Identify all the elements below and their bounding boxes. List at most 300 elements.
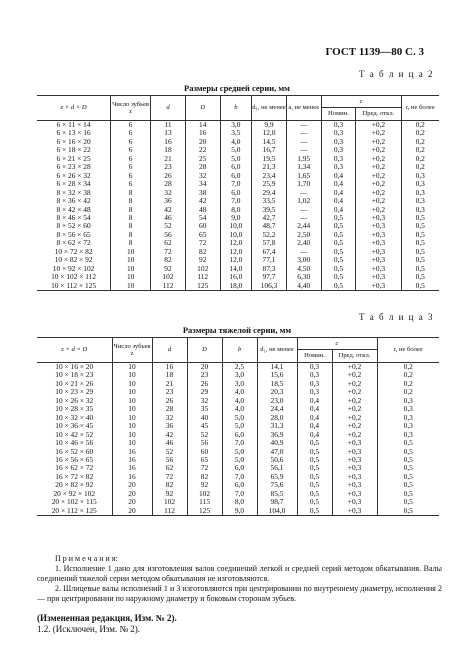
table-cell: 6 × 18 × 22 xyxy=(37,146,111,154)
table-cell: 0,3 xyxy=(377,414,439,422)
table-cell: 0,5 xyxy=(297,473,332,481)
table-cell: 56 xyxy=(187,439,222,447)
table-cell: 0,4 xyxy=(297,422,332,430)
table-cell: 82 xyxy=(152,481,187,489)
table-cell: +0,3 xyxy=(356,239,401,247)
table-cell: 0,3 xyxy=(401,197,439,205)
table-cell: 23,4 xyxy=(252,172,287,180)
table-cell: 0,5 xyxy=(321,282,356,291)
table-cell: 0,5 xyxy=(377,439,439,447)
table-cell: 6 xyxy=(111,121,151,130)
table-cell: 23,0 xyxy=(257,397,297,405)
table-cell: 0,3 xyxy=(401,180,439,188)
edits-block xyxy=(37,613,177,635)
table-cell: 0,4 xyxy=(297,414,332,422)
table-cell: 29 xyxy=(187,388,222,396)
table-cell: 125 xyxy=(185,282,220,291)
table-cell: 14,5 xyxy=(252,138,287,146)
table-cell: 3,0 xyxy=(220,121,252,130)
table-cell: 0,5 xyxy=(297,507,332,516)
col-header-r: r, не более xyxy=(377,338,439,363)
table-cell: 36 xyxy=(152,422,187,430)
table-cell: 8 xyxy=(111,214,151,222)
table-cell: 0,4 xyxy=(297,431,332,439)
table-cell: 0,5 xyxy=(297,448,332,456)
table-cell: 6,0 xyxy=(220,172,252,180)
table-cell: 72 xyxy=(187,464,222,472)
table-cell: 10 × 26 × 32 xyxy=(37,397,112,405)
table-cell: 2,44 xyxy=(286,222,321,230)
table-cell: 42 xyxy=(185,197,220,205)
table-cell: 92 xyxy=(187,481,222,489)
table-cell: 10 × 102 × 112 xyxy=(37,273,111,281)
table-cell: 25 xyxy=(185,155,220,163)
table-cell: +0,3 xyxy=(332,481,377,489)
table-cell: 0,3 xyxy=(321,146,356,154)
table-cell: 0,4 xyxy=(321,197,356,205)
table-cell: 10 xyxy=(112,439,152,447)
table-cell: 0,5 xyxy=(321,239,356,247)
table-cell: 9,0 xyxy=(222,507,257,516)
table-cell: 0,2 xyxy=(401,129,439,137)
table-cell: 102 xyxy=(152,498,187,506)
table-cell: 65 xyxy=(187,456,222,464)
table-cell: 6,0 xyxy=(222,464,257,472)
table-cell: 3,0 xyxy=(222,371,257,379)
table-cell: 102 xyxy=(187,490,222,498)
table-cell: 6,0 xyxy=(222,431,257,439)
table-cell: 48 xyxy=(185,206,220,214)
table-cell: 0,5 xyxy=(401,239,439,247)
table-cell: 0,3 xyxy=(401,189,439,197)
table-cell: 14,0 xyxy=(220,265,252,273)
table-cell: 6 × 16 × 20 xyxy=(37,138,111,146)
table-cell: — xyxy=(286,189,321,197)
table-cell: 3,5 xyxy=(220,129,252,137)
table-cell: 82 xyxy=(187,473,222,481)
table-cell: 32 xyxy=(185,172,220,180)
table-cell: +0,3 xyxy=(356,214,401,222)
table-cell: 0,2 xyxy=(401,121,439,130)
table-cell: 0,4 xyxy=(321,172,356,180)
table-cell: 57,8 xyxy=(252,239,287,247)
table-cell: 0,2 xyxy=(401,138,439,146)
table-cell: 10,0 xyxy=(220,222,252,230)
table-cell: 0,5 xyxy=(321,231,356,239)
table-cell: 13 xyxy=(151,129,186,137)
table-cell: 56,1 xyxy=(257,464,297,472)
table-cell: 6,0 xyxy=(220,189,252,197)
table-cell: 16 × 62 × 72 xyxy=(37,464,112,472)
table-cell: 10 × 46 × 56 xyxy=(37,439,112,447)
table-cell: 45 xyxy=(187,422,222,430)
table-cell: 0,5 xyxy=(377,481,439,489)
table-cell: 10 × 92 × 102 xyxy=(37,265,111,273)
table-cell: 21 xyxy=(151,155,186,163)
table-cell: 8 × 46 × 54 xyxy=(37,214,111,222)
table-cell: 104,0 xyxy=(257,507,297,516)
table-cell: 10 xyxy=(112,414,152,422)
table-cell: 22 xyxy=(185,146,220,154)
table-cell: 0,3 xyxy=(297,363,332,372)
table-cell: 10 xyxy=(111,282,151,291)
table-cell: 6 × 23 × 28 xyxy=(37,163,111,171)
table-cell: +0,3 xyxy=(356,256,401,264)
table-cell: 10 × 16 × 20 xyxy=(37,363,112,372)
table-cell: 46 xyxy=(151,214,186,222)
table-cell: 0,2 xyxy=(377,388,439,396)
table-row xyxy=(37,507,439,516)
table-cell: 8,0 xyxy=(222,498,257,506)
table-cell: 9,0 xyxy=(220,214,252,222)
table-cell: 0,3 xyxy=(297,388,332,396)
table-cell: +0,2 xyxy=(356,155,401,163)
table-cell: 92 xyxy=(151,265,186,273)
table-cell: 6 xyxy=(111,138,151,146)
table-cell: 75,6 xyxy=(257,481,297,489)
table-cell: 4,50 xyxy=(286,265,321,273)
table-cell: 16 × 56 × 65 xyxy=(37,456,112,464)
table-cell: 72 xyxy=(185,239,220,247)
table-cell: +0,2 xyxy=(356,121,401,130)
table-cell: 52,2 xyxy=(252,231,287,239)
table-cell: 5,0 xyxy=(220,146,252,154)
table-cell: +0,2 xyxy=(356,197,401,205)
table-cell: 10 xyxy=(112,388,152,396)
table-cell: 0,3 xyxy=(377,405,439,413)
table-cell: 10 xyxy=(112,431,152,439)
table-cell: 9,9 xyxy=(252,121,287,130)
table-cell: 42 xyxy=(151,206,186,214)
table-cell: 6 xyxy=(111,163,151,171)
table-cell: +0,2 xyxy=(356,189,401,197)
table-cell: 112 xyxy=(152,507,187,516)
table-cell: +0,3 xyxy=(332,464,377,472)
table-cell: +0,3 xyxy=(332,448,377,456)
col-header-designation: z × d × D xyxy=(37,96,111,121)
table-cell: 32 xyxy=(187,397,222,405)
table-cell: 0,2 xyxy=(377,371,439,379)
col-header-b: b xyxy=(220,96,252,121)
table-cell: 16 xyxy=(185,129,220,137)
table-cell: 54 xyxy=(185,214,220,222)
table-cell: 5,0 xyxy=(222,448,257,456)
table-cell: +0,2 xyxy=(332,405,377,413)
table-cell: 115 xyxy=(187,498,222,506)
table-cell: 6 xyxy=(111,146,151,154)
table-cell: 24,4 xyxy=(257,405,297,413)
table-cell: 20 × 112 × 125 xyxy=(37,507,112,516)
col-header-a: a, не менее xyxy=(286,96,321,121)
table-cell: 40 xyxy=(187,414,222,422)
table-cell: 10 xyxy=(112,422,152,430)
table-cell: 0,5 xyxy=(297,464,332,472)
col-header-designation: z × d × D xyxy=(37,338,112,363)
table-cell: 65 xyxy=(185,231,220,239)
table-cell: 106,3 xyxy=(252,282,287,291)
table-cell: 0,4 xyxy=(321,189,356,197)
table-cell: 40,9 xyxy=(257,439,297,447)
table2 xyxy=(37,95,439,291)
table-cell: 0,3 xyxy=(321,163,356,171)
table-cell: 6 × 21 × 25 xyxy=(37,155,111,163)
table-cell: 8 xyxy=(111,206,151,214)
table-cell: 8 xyxy=(111,239,151,247)
table-cell: 16 xyxy=(152,363,187,372)
table-cell: 62 xyxy=(152,464,187,472)
table-cell: 32 xyxy=(151,189,186,197)
table-cell: 0,3 xyxy=(401,206,439,214)
table-cell: 28 xyxy=(185,163,220,171)
col-header-D: D xyxy=(185,96,220,121)
table-cell: 0,5 xyxy=(297,498,332,506)
table-cell: — xyxy=(286,121,321,130)
table-cell: 0,5 xyxy=(377,464,439,472)
table-cell: 16 × 72 × 82 xyxy=(37,473,112,481)
table-cell: 6 × 28 × 34 xyxy=(37,180,111,188)
table-cell: 23 xyxy=(152,388,187,396)
col-header-c-nom: Номин. xyxy=(321,108,356,121)
table-cell: 21 xyxy=(152,380,187,388)
table-cell: 8 xyxy=(111,231,151,239)
table-cell: +0,2 xyxy=(356,146,401,154)
table-cell: +0,2 xyxy=(356,206,401,214)
table-cell: 56 xyxy=(151,231,186,239)
table-cell: 5,0 xyxy=(222,422,257,430)
table-cell: 26 xyxy=(152,397,187,405)
table-cell: 52 xyxy=(152,448,187,456)
table-cell: 8 xyxy=(111,189,151,197)
table-cell: 33,5 xyxy=(252,197,287,205)
table-cell: 12,0 xyxy=(220,256,252,264)
table-cell: 5,0 xyxy=(222,456,257,464)
table-cell: 0,5 xyxy=(401,222,439,230)
table-cell: 28 xyxy=(151,180,186,188)
table-cell: 6 xyxy=(111,172,151,180)
table-cell: 18 xyxy=(151,146,186,154)
col-header-c-nom: Номин. xyxy=(297,350,332,363)
table-cell: 87,3 xyxy=(252,265,287,273)
table-cell: 32 xyxy=(152,414,187,422)
table-cell: 0,4 xyxy=(321,206,356,214)
table-cell: +0,2 xyxy=(356,129,401,137)
table-cell: — xyxy=(286,214,321,222)
table-cell: 5,0 xyxy=(222,414,257,422)
table-cell: +0,3 xyxy=(332,498,377,506)
table-cell: 6 xyxy=(111,155,151,163)
table-cell: 8 × 42 × 48 xyxy=(37,206,111,214)
table-cell: 0,2 xyxy=(377,380,439,388)
col-header-c-dev: Пред. откл. xyxy=(332,350,377,363)
table-cell: 16 × 52 × 60 xyxy=(37,448,112,456)
table-cell: 11 xyxy=(151,121,186,130)
table-cell: 10 × 72 × 82 xyxy=(37,248,111,256)
table-cell: 0,5 xyxy=(297,481,332,489)
table-cell: +0,3 xyxy=(332,490,377,498)
table-cell: 52 xyxy=(187,431,222,439)
table-cell: 8,0 xyxy=(220,206,252,214)
table-cell: 0,2 xyxy=(401,163,439,171)
table-cell: 0,5 xyxy=(377,498,439,506)
table-cell: 102 xyxy=(185,265,220,273)
table-cell: 19,5 xyxy=(252,155,287,163)
table-cell: 60 xyxy=(187,448,222,456)
table-cell: 26 xyxy=(151,172,186,180)
table-cell: 28 xyxy=(152,405,187,413)
table-cell: +0,3 xyxy=(332,473,377,481)
note-2: 2. Шлицевые валы исполнений 1 и 3 изготовляются при центрировании по внутреннему диаметру, исполнения 2 — при центрировании по наружному диаметру и боковым сторонам зубьев. xyxy=(37,584,442,603)
table-cell: 31,3 xyxy=(257,422,297,430)
table-cell: 0,5 xyxy=(321,256,356,264)
table-cell: 0,5 xyxy=(377,456,439,464)
table-cell: 0,3 xyxy=(297,380,332,388)
table-cell: 0,5 xyxy=(377,473,439,481)
table-cell: 0,2 xyxy=(401,155,439,163)
table-cell: 0,5 xyxy=(297,456,332,464)
note-1: 1. Исполнение 1 дано для изготовления валов соединений легкой и средней серий методом обкатывания. Валы соединений тяжелой серии методом обкатывания не изготовляются. xyxy=(37,564,442,583)
table-cell: +0,2 xyxy=(356,138,401,146)
table-cell: +0,3 xyxy=(356,282,401,291)
table-cell: 7,0 xyxy=(222,439,257,447)
table-cell: 20 xyxy=(185,138,220,146)
edit-note-2: 1.2. (Исключен, Изм. № 2). xyxy=(37,624,141,634)
table-cell: 16 xyxy=(151,138,186,146)
table-cell: 20 xyxy=(112,507,152,516)
col-header-d1: d₁, не менее xyxy=(252,96,287,121)
table-cell: 16,7 xyxy=(252,146,287,154)
col-header-teeth: Число зубьев z xyxy=(111,96,151,121)
table-cell: 0,5 xyxy=(321,273,356,281)
table2-label: Т а б л и ц а 2 xyxy=(359,69,434,79)
table-cell: 60 xyxy=(185,222,220,230)
table-cell: 65,9 xyxy=(257,473,297,481)
table-cell: 10 xyxy=(112,363,152,372)
table-cell: 25,9 xyxy=(252,180,287,188)
table-cell: 6,0 xyxy=(222,481,257,489)
table-cell: 10,0 xyxy=(220,231,252,239)
table-cell: +0,3 xyxy=(332,507,377,516)
table-cell: 20 × 92 × 102 xyxy=(37,490,112,498)
table-cell: 10 xyxy=(111,265,151,273)
table-cell: 28,0 xyxy=(257,414,297,422)
table-cell: 8 xyxy=(111,222,151,230)
table-cell: 10 × 23 × 29 xyxy=(37,388,112,396)
table-cell: 8 × 52 × 60 xyxy=(37,222,111,230)
table-cell: 0,5 xyxy=(321,265,356,273)
table-cell: 0,5 xyxy=(297,439,332,447)
table-cell: +0,3 xyxy=(356,273,401,281)
table-cell: 0,5 xyxy=(401,273,439,281)
table-cell: +0,3 xyxy=(356,222,401,230)
table-cell: 8 xyxy=(111,197,151,205)
col-header-d: d xyxy=(151,96,186,121)
notes-heading: П р и м е ч а н и я: xyxy=(55,554,118,563)
table-cell: 0,4 xyxy=(297,397,332,405)
col-header-c-dev: Пред. откл. xyxy=(356,108,401,121)
table-cell: 4,0 xyxy=(222,405,257,413)
table-cell: 98,7 xyxy=(257,498,297,506)
table-cell: 72 xyxy=(151,248,186,256)
table-cell: 7,0 xyxy=(220,180,252,188)
col-header-c: c xyxy=(297,338,377,350)
table-cell: 12,0 xyxy=(220,248,252,256)
table-cell: 0,4 xyxy=(297,405,332,413)
table-cell: 38 xyxy=(185,189,220,197)
table-cell: +0,2 xyxy=(332,431,377,439)
table-cell: 10 × 42 × 52 xyxy=(37,431,112,439)
table-cell: 1,02 xyxy=(286,197,321,205)
table-cell: +0,3 xyxy=(356,231,401,239)
table-cell: 12,0 xyxy=(220,239,252,247)
table-cell: 15,6 xyxy=(257,371,297,379)
table-cell: 0,5 xyxy=(401,248,439,256)
table-cell: 0,3 xyxy=(377,422,439,430)
table-cell: 4,0 xyxy=(222,397,257,405)
table-cell: 8 × 32 × 38 xyxy=(37,189,111,197)
table-cell: 14,1 xyxy=(257,363,297,372)
table-cell: 0,2 xyxy=(401,146,439,154)
table-cell: 6,30 xyxy=(286,273,321,281)
table-cell: 1,34 xyxy=(286,163,321,171)
table-cell: 20 xyxy=(112,481,152,489)
table-cell: 0,5 xyxy=(321,222,356,230)
table-cell: 42 xyxy=(152,431,187,439)
table-cell: 1,95 xyxy=(286,155,321,163)
table-cell: 0,3 xyxy=(297,371,332,379)
table-cell: 39,5 xyxy=(252,206,287,214)
table-cell: 20 × 82 × 92 xyxy=(37,481,112,489)
table-cell: 0,5 xyxy=(401,214,439,222)
col-header-d1: d₁, не менее xyxy=(257,338,297,363)
table-cell: 8 × 56 × 65 xyxy=(37,231,111,239)
table-cell: +0,3 xyxy=(332,439,377,447)
table-cell: +0,3 xyxy=(356,265,401,273)
table-cell: 6 xyxy=(111,129,151,137)
table-cell: 56 xyxy=(152,456,187,464)
table-cell: 18,0 xyxy=(220,282,252,291)
table-cell: 10 xyxy=(111,273,151,281)
table-cell: 36,9 xyxy=(257,431,297,439)
table3-title: Размеры тяжелой серии, мм xyxy=(182,325,292,335)
table-cell: 102 xyxy=(151,273,186,281)
table-cell: 6 × 13 × 16 xyxy=(37,129,111,137)
table-cell: 10 xyxy=(112,371,152,379)
table-cell: 82 xyxy=(151,256,186,264)
table-cell: 10 xyxy=(112,380,152,388)
table-cell: +0,2 xyxy=(332,422,377,430)
table-cell: 18,5 xyxy=(257,380,297,388)
table-cell: +0,2 xyxy=(332,414,377,422)
table-cell: 2,50 xyxy=(286,231,321,239)
table-cell: 0,5 xyxy=(377,507,439,516)
table-cell: 112 xyxy=(185,273,220,281)
table-cell: 21,3 xyxy=(252,163,287,171)
table-cell: 82 xyxy=(185,248,220,256)
table-cell: 0,5 xyxy=(401,256,439,264)
table-cell: 0,5 xyxy=(321,248,356,256)
table-cell: 10 × 112 × 125 xyxy=(37,282,111,291)
table-cell: 125 xyxy=(187,507,222,516)
table-cell: 10 xyxy=(112,405,152,413)
table-cell: 14 xyxy=(185,121,220,130)
table-cell: 42,7 xyxy=(252,214,287,222)
table-cell: +0,2 xyxy=(332,363,377,372)
table-cell: 20 xyxy=(112,490,152,498)
table-cell: 0,5 xyxy=(321,214,356,222)
table-cell: 0,5 xyxy=(377,490,439,498)
table-cell: 0,3 xyxy=(377,397,439,405)
col-header-b: b xyxy=(222,338,257,363)
